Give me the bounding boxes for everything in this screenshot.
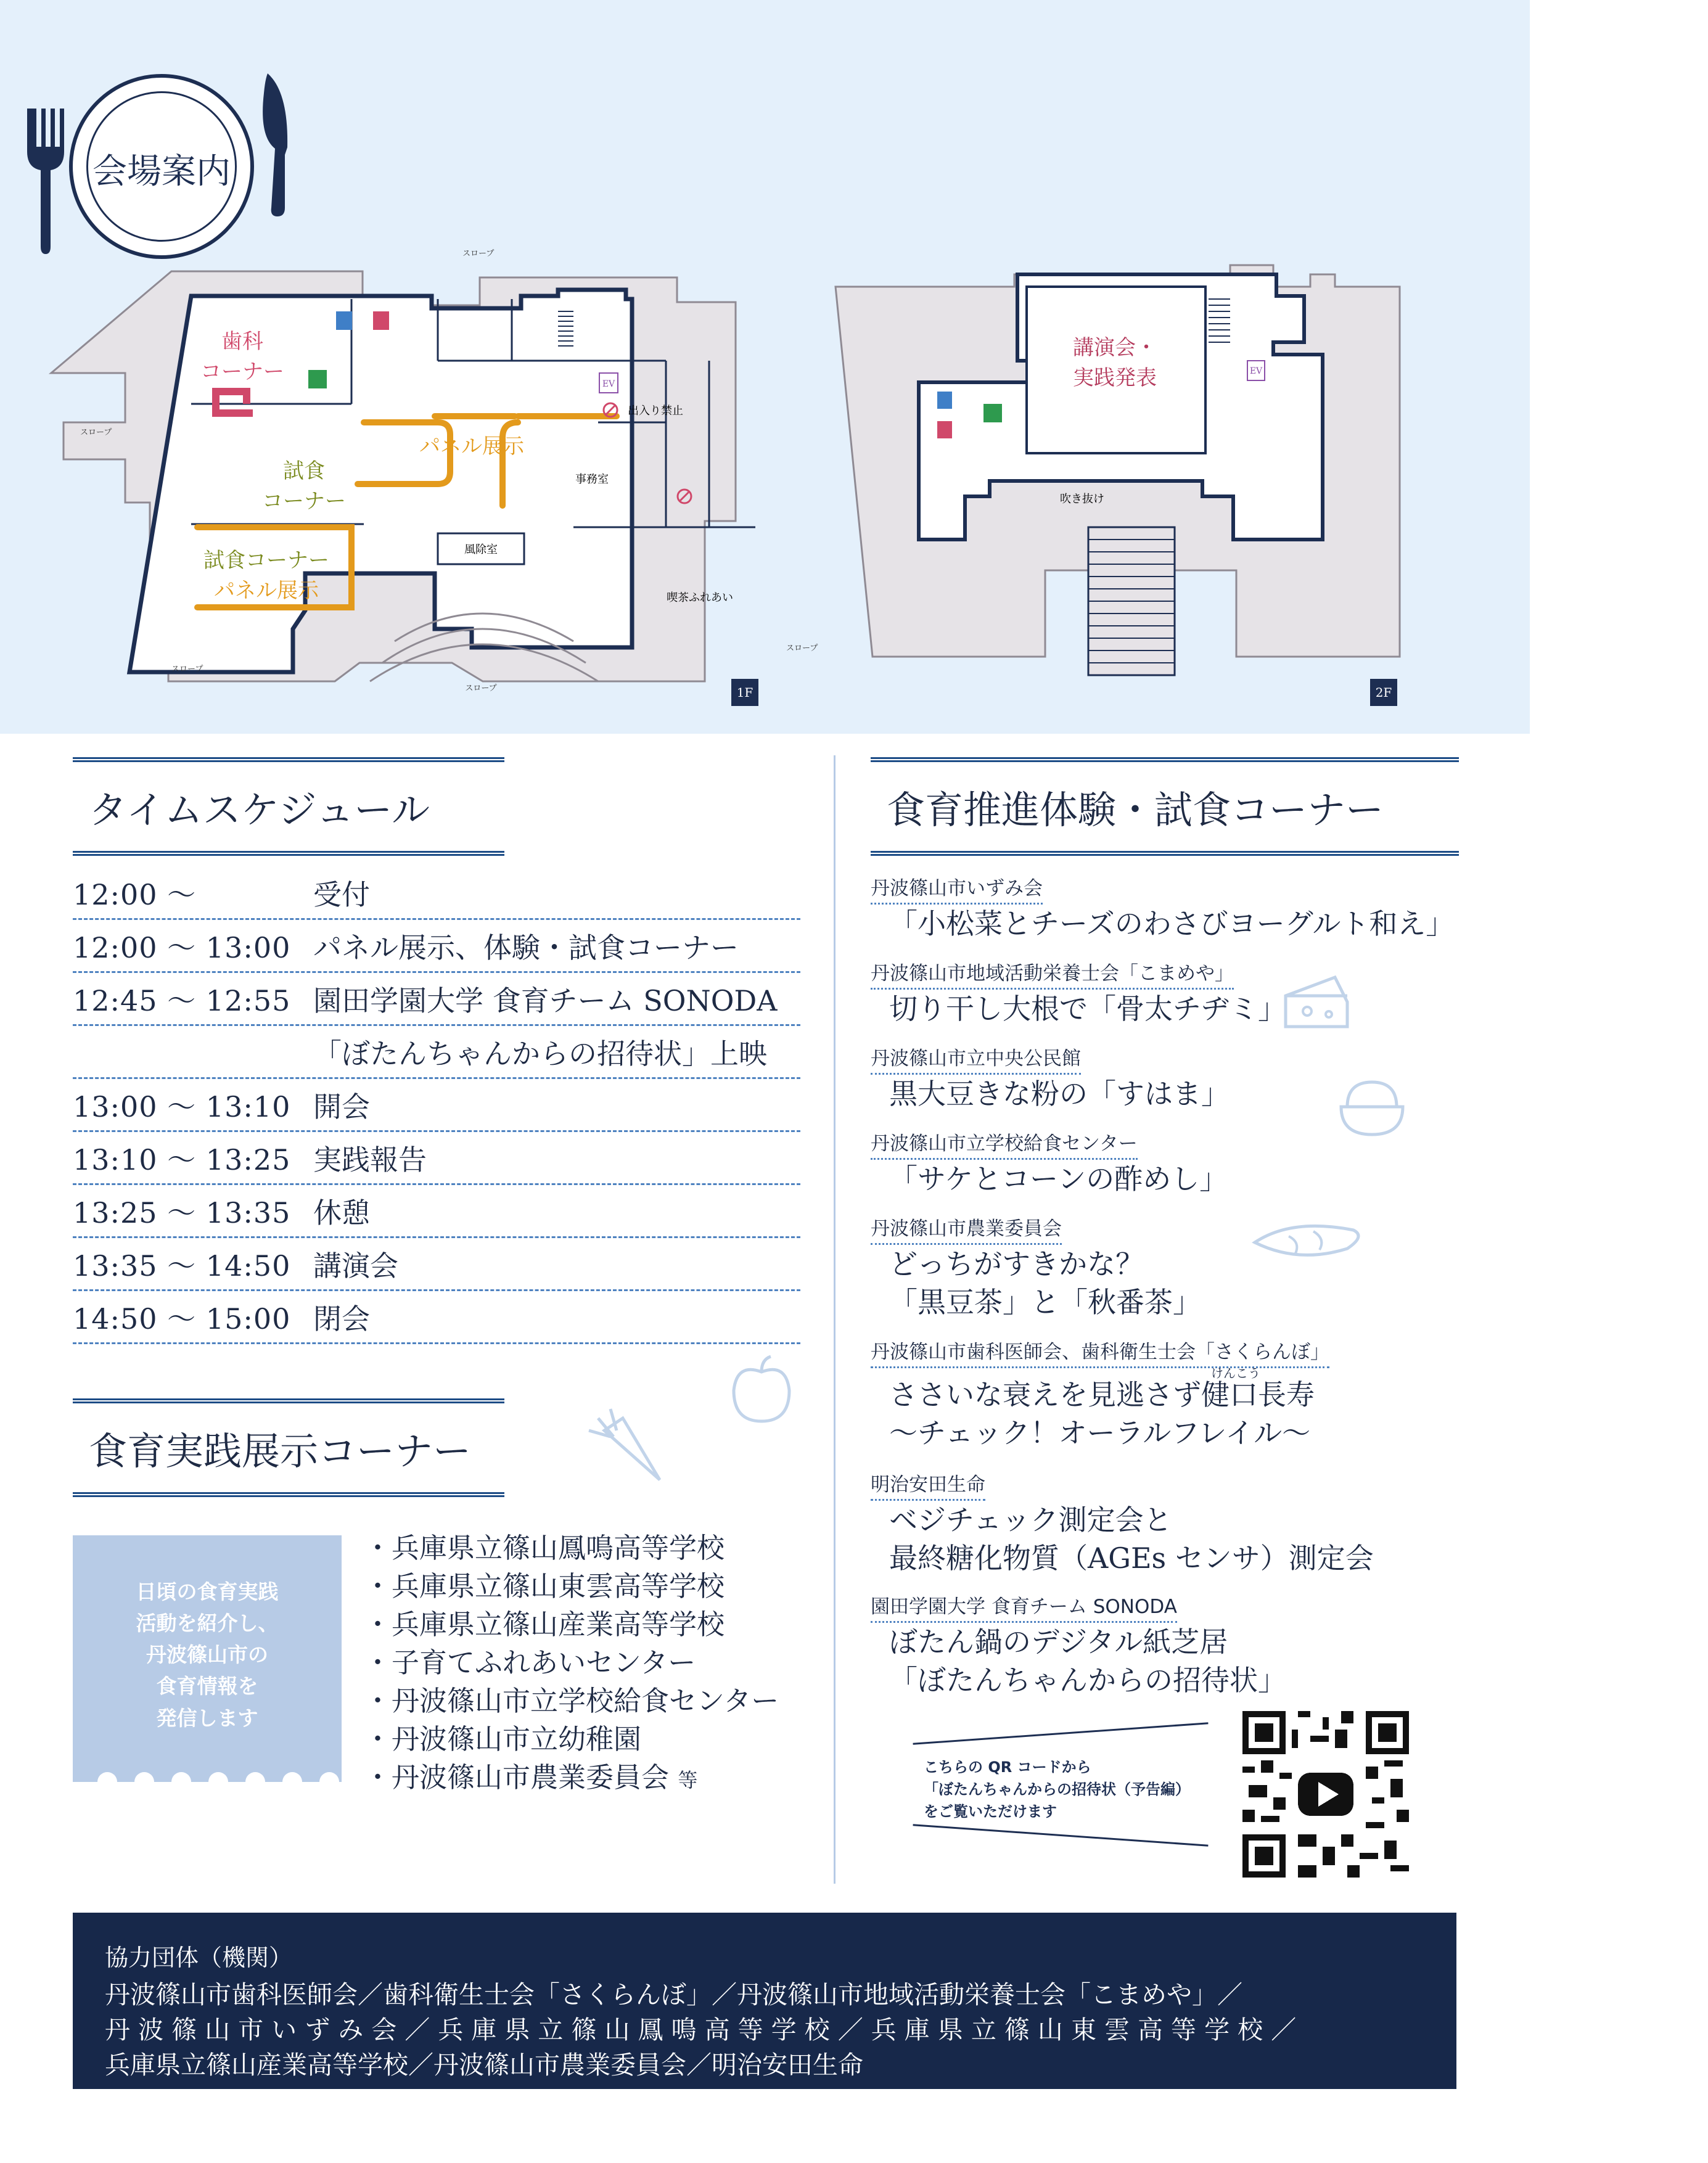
atrium-label: 吹き抜け (1060, 493, 1104, 506)
venue-title: 会場案内 (92, 152, 231, 192)
tasting-dish: ベジチェック測定会と (889, 1503, 1172, 1537)
tasting-dish: 最終糖化物質（AGEs センサ）測定会 (889, 1541, 1374, 1575)
tasting-entry (871, 958, 1456, 1043)
slope-label-east: スロープ (786, 644, 818, 653)
tasting-panel-line: 試食コーナー (203, 548, 329, 573)
practice-info-card (73, 1535, 342, 1782)
tasting-org: 丹波篠山市歯科医師会、歯科衛生士会「さくらんぼ」 (871, 1336, 1329, 1368)
qr-note-rule-bottom (913, 1824, 1208, 1846)
tasting-heading-text: 食育推進体験・試食コーナー (887, 787, 1384, 832)
school-item: ・兵庫県立篠山産業高等学校 (364, 1608, 725, 1641)
cooperation-line: 兵庫県立篠山産業高等学校／丹波篠山市農業委員会／明治安田生命 (105, 2050, 863, 2080)
floor1-ev-label: EV (602, 379, 615, 389)
floor2-badge: 2F (1370, 679, 1397, 706)
fork-icon (22, 105, 65, 253)
school-item-text: ・丹波篠山市農業委員会 (364, 1761, 670, 1794)
schedule-time: 13:35 〜 14:50 (73, 1249, 291, 1283)
tasting-entry (871, 1336, 1456, 1469)
cafe-label: 喫茶ふれあい (667, 591, 733, 604)
dental-dish-wrap (871, 1368, 1456, 1414)
cooperation-box (73, 1913, 1456, 2089)
carrot-icon (586, 1406, 672, 1486)
schedule-time: 12:45 〜 12:55 (73, 983, 291, 1017)
tasting-heading (871, 757, 1459, 856)
schedule-time: 12:00 〜 (73, 877, 197, 911)
tasting-corner-label: 試食 コーナー (262, 459, 346, 514)
tasting-dish: 「ぼたんちゃんからの招待状」 (889, 1664, 1286, 1697)
tasting-org: 丹波篠山市立中央公民館 (871, 1043, 1081, 1075)
tasting-org: 丹波篠山市いずみ会 (871, 872, 1043, 905)
schedule-item: 園田学園大学 食育チーム SONODA (313, 983, 778, 1017)
knife-icon (259, 71, 302, 222)
schedule-heading-text: タイムスケジュール (89, 787, 430, 832)
cooperation-heading: 協力団体（機関） (105, 1944, 293, 1971)
tasting-panel-label (203, 546, 329, 607)
schedule-heading (73, 757, 504, 856)
school-item: ・丹波篠山市立幼稚園 (364, 1723, 642, 1755)
slope-label-left: スロープ (171, 665, 203, 674)
tasting-dish: 切り干し大根で「骨太チヂミ」 (889, 992, 1286, 1025)
cheese-icon (1283, 971, 1350, 1033)
slope-label-top: スロープ (462, 249, 495, 258)
qr-note-line: をご覧いただけます (924, 1803, 1057, 1820)
slope-label-west: スロープ (80, 428, 112, 437)
panel-line: パネル展示 (214, 578, 319, 604)
schedule-item: パネル展示、体験・試食コーナー (313, 930, 739, 964)
schedule-item: 実践報告 (313, 1143, 427, 1176)
schedule-item: 講演会 (313, 1249, 398, 1283)
schedule-row (73, 1291, 800, 1344)
school-list (364, 1529, 779, 1799)
schedule-row (73, 973, 800, 1026)
schedule-table (73, 867, 800, 1344)
windbreak-room-label: 風除室 (464, 543, 498, 556)
tasting-entry (871, 872, 1456, 958)
tasting-org: 丹波篠山市立学校給食センター (871, 1128, 1138, 1160)
salmon-icon (1252, 1218, 1369, 1264)
schedule-item: 受付 (313, 877, 370, 911)
qr-note-rule-top (913, 1722, 1208, 1744)
practice-heading (73, 1398, 504, 1497)
qr-note-text (924, 1756, 1190, 1823)
tasting-dish: 〜チェック！オーラルフレイル〜 (889, 1416, 1311, 1450)
no-entry-label: 出入り禁止 (628, 404, 683, 417)
tasting-org: 丹波篠山市農業委員会 (871, 1213, 1062, 1245)
school-item (364, 1759, 779, 1799)
panel-exhibit-label: パネル展示 (419, 434, 524, 459)
floor2-map (836, 262, 1415, 694)
venue-title-plate (69, 74, 254, 259)
schedule-time: 13:10 〜 13:25 (73, 1143, 291, 1176)
schedule-item: 閉会 (313, 1302, 370, 1336)
schedule-item: 休憩 (313, 1196, 370, 1229)
schedule-item: 「ぼたんちゃんからの招待状」上映 (313, 1036, 767, 1070)
tasting-entry (871, 1469, 1456, 1591)
schedule-row (73, 1026, 800, 1079)
slope-label-bottom: スロープ (465, 684, 497, 693)
schedule-row (73, 1238, 800, 1291)
practice-heading-text: 食育実践展示コーナー (89, 1428, 472, 1474)
school-item: ・兵庫県立篠山鳳鳴高等学校 (364, 1532, 725, 1564)
lecture-hall-label: 講演会・ 実践発表 (1073, 335, 1157, 391)
tasting-entry (871, 1591, 1456, 1714)
tasting-org: 明治安田生命 (871, 1469, 985, 1501)
tasting-dish: ぼたん鍋のデジタル紙芝居 (889, 1625, 1228, 1659)
qr-code[interactable] (1242, 1711, 1409, 1878)
dental-corner-label: 歯科 コーナー (200, 329, 284, 385)
tasting-dish: どっちがすきかな？ (889, 1247, 1144, 1281)
etc-label: 等 (678, 1768, 698, 1792)
schedule-time: 14:50 〜 15:00 (73, 1302, 291, 1336)
tasting-dish: ささいな衰えを見逃さず健口長寿 (889, 1378, 1315, 1411)
schedule-time: 12:00 〜 13:00 (73, 930, 291, 964)
qr-note-line: こちらの QR コードから (924, 1759, 1091, 1776)
tasting-dish: 「小松菜とチーズのわさびヨーグルト和え」 (889, 907, 1455, 940)
cooperation-line: 丹 波 篠 山 市 い ず み 会 ／ 兵 庫 県 立 篠 山 鳳 鳴 高 等 学 校 ／ 兵 庫 県 立 篠 山 東 雲 高 等 学 校 ／ (105, 2015, 1297, 2045)
schedule-time: 13:00 〜 13:10 (73, 1090, 291, 1123)
tasting-org: 丹波篠山市地域活動栄養士会「こまめや」 (871, 958, 1234, 990)
floor1-map (80, 237, 818, 712)
schedule-time: 13:25 〜 13:35 (73, 1196, 291, 1229)
tasting-dish: 「サケとコーンの酢めし」 (889, 1162, 1228, 1196)
schedule-item: 開会 (313, 1090, 370, 1123)
qr-note-line: 「ぼたんちゃんからの招待状（予告編） (924, 1781, 1190, 1798)
ruby-text: けんこう (1211, 1366, 1260, 1381)
schedule-row (73, 1079, 800, 1132)
school-item: ・兵庫県立篠山東雲高等学校 (364, 1570, 725, 1603)
cooperation-line: 丹波篠山市歯科医師会／歯科衛生士会「さくらんぼ」／丹波篠山市地域活動栄養士会「こまめや」／ (105, 1980, 1242, 2009)
schedule-row (73, 920, 800, 973)
practice-card-text: 日頃の食育実践 活動を紹介し、 丹波篠山市の 食育情報を 発信します (136, 1580, 279, 1730)
schedule-row (73, 1132, 800, 1185)
apple-icon (728, 1353, 795, 1427)
school-item: ・子育てふれあいセンター (364, 1646, 696, 1679)
column-divider (834, 755, 836, 1884)
rice-bowl-icon (1335, 1073, 1409, 1141)
tasting-dish: 黒大豆きな粉の「すはま」 (889, 1077, 1230, 1110)
school-item: ・丹波篠山市立学校給食センター (364, 1685, 779, 1717)
tasting-org: 園田学園大学 食育チーム SONODA (871, 1591, 1177, 1623)
tasting-dish: 「黒豆茶」と「秋番茶」 (889, 1286, 1201, 1320)
office-label: 事務室 (575, 473, 609, 486)
schedule-row (73, 1185, 800, 1238)
floor1-badge: 1F (731, 679, 758, 706)
schedule-row (73, 867, 800, 920)
floor2-ev-label: EV (1249, 366, 1263, 376)
tasting-list (871, 872, 1456, 1714)
